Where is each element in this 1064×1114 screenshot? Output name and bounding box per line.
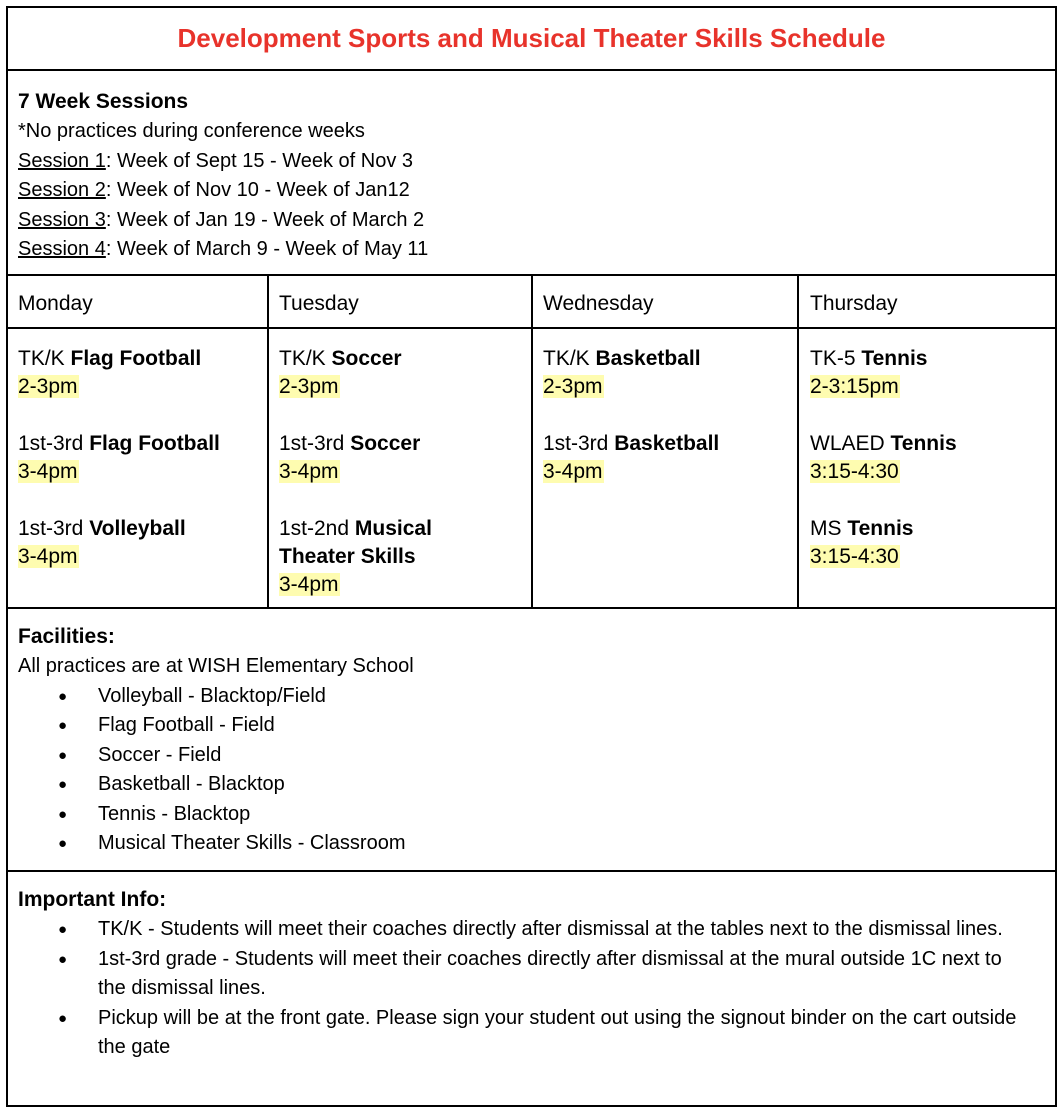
activity-label: Volleyball xyxy=(89,517,186,540)
session-line xyxy=(18,147,1055,177)
column-divider xyxy=(267,274,269,608)
day-header-monday: Monday xyxy=(18,292,93,315)
sessions-heading: 7 Week Sessions xyxy=(18,90,189,113)
important-list xyxy=(18,915,1025,1063)
important-info-section xyxy=(8,885,1055,1063)
time-label: 3-4pm xyxy=(18,545,78,568)
grade-label: TK-5 xyxy=(810,347,862,370)
divider xyxy=(8,870,1055,872)
schedule-entry xyxy=(810,515,1050,571)
info-item: ● TK/K - Students will meet their coaches directly after dismissal at the tables next to the dismissal lines. xyxy=(98,915,1025,945)
time-label: 2-3pm xyxy=(543,375,603,398)
day-header-tuesday: Tuesday xyxy=(279,292,359,315)
activity-label: Basketball xyxy=(595,347,701,370)
activity-label: Tennis xyxy=(890,432,957,455)
schedule-entry xyxy=(543,430,788,486)
schedule-entry xyxy=(18,430,263,486)
time-label: 2-3pm xyxy=(279,375,339,398)
activity-label: Basketball xyxy=(614,432,720,455)
session-range: : Week of March 9 - Week of May 11 xyxy=(105,238,429,260)
session-range: : Week of Nov 10 - Week of Jan12 xyxy=(105,179,410,201)
schedule-document xyxy=(6,6,1057,1107)
grade-label: 1st-3rd xyxy=(18,432,90,455)
grade-label: 1st-3rd xyxy=(18,517,90,540)
session-range: : Week of Sept 15 - Week of Nov 3 xyxy=(105,149,414,172)
schedule-entry xyxy=(18,345,263,401)
session-label: Session 3 xyxy=(18,208,106,231)
divider xyxy=(8,327,1055,329)
grade-label: TK/K xyxy=(18,347,71,370)
time-label: 2-3:15pm xyxy=(810,375,899,398)
time-label: 3-4pm xyxy=(279,460,339,483)
time-label: 3:15-4:30 xyxy=(810,460,899,483)
schedule-entry xyxy=(810,345,1050,401)
facility-item: ● Volleyball - Blacktop/Field xyxy=(98,682,1055,712)
schedule-entry xyxy=(810,430,1050,486)
facilities-intro: All practices are at WISH Elementary School xyxy=(18,655,414,677)
session-label: Session 2 xyxy=(18,179,106,201)
facility-item: ● Soccer - Field xyxy=(98,741,1055,771)
time-label: 3-4pm xyxy=(18,460,78,483)
session-line xyxy=(18,206,1055,236)
session-range: : Week of Jan 19 - Week of March 2 xyxy=(105,208,425,231)
grade-label: 1st-2nd xyxy=(279,517,355,540)
time-label: 3-4pm xyxy=(543,460,603,483)
facility-item: ● Flag Football - Field xyxy=(98,711,1055,741)
sessions-note: *No practices during conference weeks xyxy=(18,120,365,142)
info-item: ● 1st-3rd grade - Students will meet their coaches directly after dismissal at the mural outside 1C next to the dismissal lines. xyxy=(98,945,1025,1004)
facilities-list xyxy=(18,682,1055,859)
monday-cell xyxy=(18,345,263,600)
grade-label: MS xyxy=(810,517,848,540)
important-heading: Important Info: xyxy=(18,888,167,911)
day-header-thursday: Thursday xyxy=(810,292,898,315)
time-label: 3:15-4:30 xyxy=(810,545,899,568)
grade-label: 1st-3rd xyxy=(543,432,615,455)
session-label: Session 1 xyxy=(18,149,106,172)
activity-label: Soccer xyxy=(331,347,402,370)
schedule-entry xyxy=(279,345,524,401)
tuesday-cell xyxy=(279,345,524,628)
activity-label: Musical Theater Skills xyxy=(279,517,432,568)
facility-item: ● Tennis - Blacktop xyxy=(98,800,1055,830)
schedule-entry xyxy=(18,515,263,571)
grade-label: WLAED xyxy=(810,432,891,455)
schedule-entry xyxy=(279,515,479,599)
facility-item: ● Musical Theater Skills - Classroom xyxy=(98,829,1055,859)
activity-label: Flag Football xyxy=(70,347,202,370)
grade-label: TK/K xyxy=(279,347,332,370)
facility-item: ● Basketball - Blacktop xyxy=(98,770,1055,800)
divider xyxy=(8,607,1055,609)
info-item: ● Pickup will be at the front gate. Please sign your student out using the signout binder on the cart outside the gate xyxy=(98,1004,1025,1063)
facilities-heading: Facilities: xyxy=(18,625,115,648)
sessions-section xyxy=(8,71,1055,275)
grade-label: 1st-3rd xyxy=(279,432,351,455)
wednesday-cell xyxy=(543,345,788,515)
time-label: 2-3pm xyxy=(18,375,78,398)
activity-label: Tennis xyxy=(861,347,928,370)
session-label: Session 4 xyxy=(18,238,106,260)
column-divider xyxy=(531,274,533,608)
schedule-entry xyxy=(543,345,788,401)
day-header-wednesday: Wednesday xyxy=(543,292,654,315)
facilities-section xyxy=(8,622,1055,859)
schedule-entry xyxy=(279,430,524,486)
column-divider xyxy=(797,274,799,608)
grade-label: TK/K xyxy=(543,347,596,370)
activity-label: Tennis xyxy=(847,517,914,540)
activity-label: Soccer xyxy=(350,432,421,455)
session-line xyxy=(18,176,1055,206)
session-line xyxy=(18,235,1055,265)
time-label: 3-4pm xyxy=(279,573,339,596)
thursday-cell xyxy=(810,345,1050,600)
document-title: Development Sports and Musical Theater Skills Schedule xyxy=(177,23,886,53)
activity-label: Flag Football xyxy=(89,432,220,455)
